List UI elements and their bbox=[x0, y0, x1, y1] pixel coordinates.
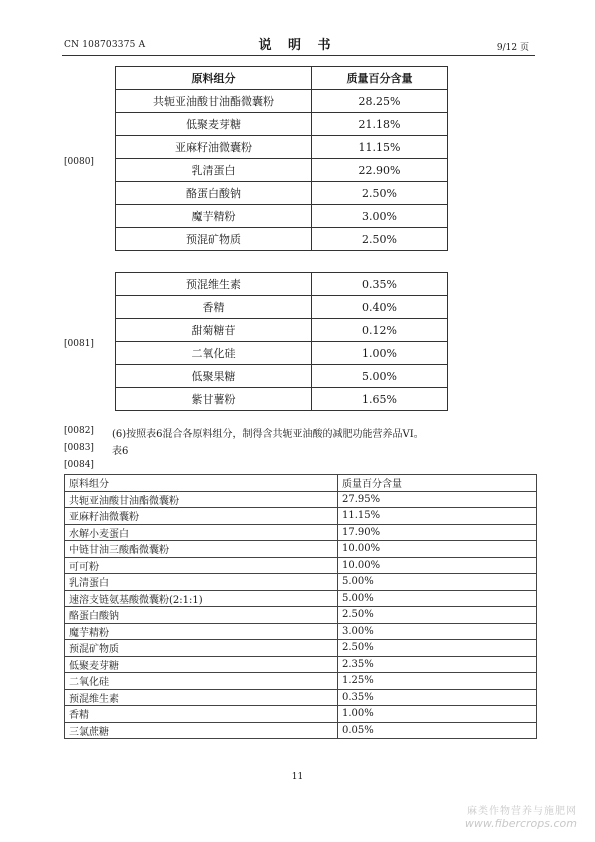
ingredient-name: 亚麻籽油微囊粉 bbox=[65, 508, 338, 525]
ingredient-name: 乳清蛋白 bbox=[65, 574, 338, 591]
table-row bbox=[116, 273, 448, 296]
table-row bbox=[116, 159, 448, 182]
ingredient-percent: 10.00% bbox=[338, 541, 537, 558]
ingredient-name: 中链甘油三酸酯微囊粉 bbox=[65, 541, 338, 558]
header-divider bbox=[62, 55, 535, 56]
ingredient-name: 甜菊糖苷 bbox=[116, 319, 312, 342]
watermark bbox=[465, 802, 577, 830]
table-row bbox=[116, 228, 448, 251]
table-caption: 表6 bbox=[112, 446, 129, 457]
ingredient-name: 魔芋精粉 bbox=[116, 205, 312, 228]
ingredient-percent: 5.00% bbox=[312, 365, 448, 388]
table-row bbox=[65, 574, 537, 591]
table-row bbox=[116, 90, 448, 113]
ingredient-name: 预混维生素 bbox=[65, 689, 338, 706]
ingredient-name: 预混矿物质 bbox=[116, 228, 312, 251]
ingredient-name: 三氯蔗糖 bbox=[65, 722, 338, 739]
table-row bbox=[65, 706, 537, 723]
ingredient-percent: 27.95% bbox=[338, 491, 537, 508]
table-header-row bbox=[116, 67, 448, 90]
ingredient-percent: 2.50% bbox=[338, 640, 537, 657]
ingredient-percent: 5.00% bbox=[338, 590, 537, 607]
page-info: 9/12 页 bbox=[496, 43, 529, 53]
table-row bbox=[116, 113, 448, 136]
ingredient-percent: 3.00% bbox=[338, 623, 537, 640]
paragraph-label-0081: [0081] bbox=[64, 339, 94, 349]
ingredient-percent: 0.35% bbox=[338, 689, 537, 706]
column-header: 原料组分 bbox=[65, 475, 338, 492]
ingredient-table-0080 bbox=[115, 66, 448, 251]
paragraph-label-0084: [0084] bbox=[64, 460, 94, 470]
table-row bbox=[65, 689, 537, 706]
paragraph-label-0082: [0082] bbox=[64, 426, 94, 436]
table-row bbox=[116, 136, 448, 159]
ingredient-percent: 11.15% bbox=[338, 508, 537, 525]
ingredient-percent: 1.00% bbox=[338, 706, 537, 723]
table-row bbox=[116, 296, 448, 319]
column-header: 质量百分含量 bbox=[338, 475, 537, 492]
table-row bbox=[65, 491, 537, 508]
ingredient-percent: 1.65% bbox=[312, 388, 448, 411]
ingredient-name: 酪蛋白酸钠 bbox=[65, 607, 338, 624]
ingredient-name: 乳清蛋白 bbox=[116, 159, 312, 182]
table-row bbox=[65, 524, 537, 541]
table-row bbox=[65, 722, 537, 739]
ingredient-name: 共轭亚油酸甘油酯微囊粉 bbox=[65, 491, 338, 508]
table-row bbox=[65, 508, 537, 525]
paragraph-label-0080: [0080] bbox=[64, 157, 94, 167]
ingredient-name: 紫甘薯粉 bbox=[116, 388, 312, 411]
ingredient-name: 低聚果糖 bbox=[116, 365, 312, 388]
ingredient-name: 可可粉 bbox=[65, 557, 338, 574]
column-header: 原料组分 bbox=[116, 67, 312, 90]
table-row bbox=[65, 590, 537, 607]
ingredient-name: 水解小麦蛋白 bbox=[65, 524, 338, 541]
ingredient-percent: 2.50% bbox=[312, 182, 448, 205]
ingredient-percent: 5.00% bbox=[338, 574, 537, 591]
table-row bbox=[116, 342, 448, 365]
ingredient-percent: 28.25% bbox=[312, 90, 448, 113]
table-row bbox=[65, 673, 537, 690]
ingredient-name: 亚麻籽油微囊粉 bbox=[116, 136, 312, 159]
ingredient-percent: 0.12% bbox=[312, 319, 448, 342]
watermark-url: www.fibercrops.com bbox=[464, 817, 577, 830]
ingredient-percent: 21.18% bbox=[312, 113, 448, 136]
column-header: 质量百分含量 bbox=[312, 67, 448, 90]
table-row bbox=[65, 623, 537, 640]
watermark-text: 麻类作物营养与施肥网 bbox=[467, 806, 577, 817]
page-title: 说 明 书 bbox=[258, 38, 337, 53]
table-row bbox=[65, 656, 537, 673]
table-row bbox=[116, 365, 448, 388]
ingredient-percent: 0.40% bbox=[312, 296, 448, 319]
table-row bbox=[116, 319, 448, 342]
ingredient-percent: 22.90% bbox=[312, 159, 448, 182]
ingredient-percent: 11.15% bbox=[312, 136, 448, 159]
ingredient-name: 香精 bbox=[116, 296, 312, 319]
ingredient-name: 二氧化硅 bbox=[65, 673, 338, 690]
ingredient-table-6 bbox=[64, 474, 537, 739]
ingredient-percent: 17.90% bbox=[338, 524, 537, 541]
ingredient-name: 共轭亚油酸甘油酯微囊粉 bbox=[116, 90, 312, 113]
table-row bbox=[65, 640, 537, 657]
ingredient-table-0081 bbox=[115, 272, 448, 411]
table-row bbox=[65, 541, 537, 558]
ingredient-name: 低聚麦芽糖 bbox=[116, 113, 312, 136]
document-number: CN 108703375 A bbox=[64, 40, 146, 50]
ingredient-percent: 0.35% bbox=[312, 273, 448, 296]
table-row bbox=[116, 388, 448, 411]
ingredient-name: 酪蛋白酸钠 bbox=[116, 182, 312, 205]
ingredient-name: 魔芋精粉 bbox=[65, 623, 338, 640]
ingredient-percent: 1.00% bbox=[312, 342, 448, 365]
ingredient-name: 预混维生素 bbox=[116, 273, 312, 296]
paragraph-label-0083: [0083] bbox=[64, 443, 94, 453]
paragraph-text-0082: (6)按照表6混合各原料组分，制得含共轭亚油酸的减肥功能营养品VI。 bbox=[112, 429, 424, 440]
table-row bbox=[116, 205, 448, 228]
ingredient-percent: 0.05% bbox=[338, 722, 537, 739]
ingredient-percent: 10.00% bbox=[338, 557, 537, 574]
ingredient-name: 预混矿物质 bbox=[65, 640, 338, 657]
table-header-row bbox=[65, 475, 537, 492]
page-number: 11 bbox=[291, 772, 304, 782]
ingredient-name: 低聚麦芽糖 bbox=[65, 656, 338, 673]
ingredient-percent: 2.50% bbox=[312, 228, 448, 251]
ingredient-percent: 2.50% bbox=[338, 607, 537, 624]
table-row bbox=[65, 557, 537, 574]
ingredient-name: 二氧化硅 bbox=[116, 342, 312, 365]
ingredient-name: 香精 bbox=[65, 706, 338, 723]
table-row bbox=[116, 182, 448, 205]
ingredient-percent: 1.25% bbox=[338, 673, 537, 690]
ingredient-percent: 2.35% bbox=[338, 656, 537, 673]
ingredient-name: 速溶支链氨基酸微囊粉(2:1:1) bbox=[65, 590, 338, 607]
table-row bbox=[65, 607, 537, 624]
ingredient-percent: 3.00% bbox=[312, 205, 448, 228]
